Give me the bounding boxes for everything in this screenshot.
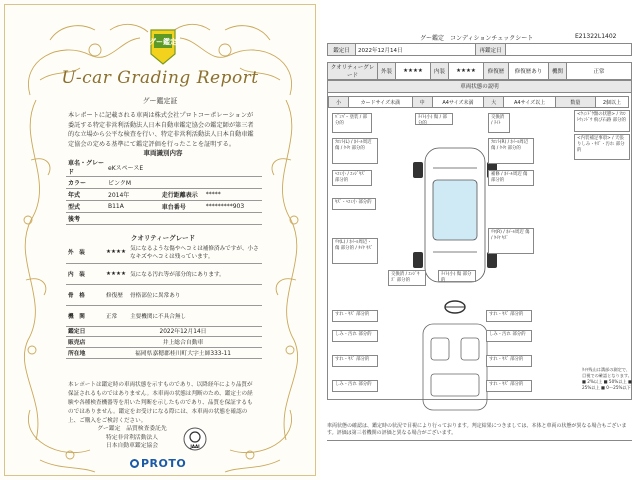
grade-row-value: ★★★★ xyxy=(104,242,128,263)
gold-ornament-right xyxy=(256,100,316,440)
shop-row-key: 販売店 xyxy=(66,336,104,347)
date-row-table xyxy=(327,43,632,56)
vehicle-row-key2: 車台番号 xyxy=(160,201,204,213)
shop-row-value: 福岡県嘉穂郡桂川町大字土師333-11 xyxy=(104,347,262,358)
comment-box: すれ・ｷｽﾞ 部分的 xyxy=(486,380,532,392)
date-label: 鑑定日 xyxy=(328,44,356,56)
svg-text:グー鑑定: グー鑑定 xyxy=(149,38,177,46)
tire-tread-note: ﾀｲﾔ残山は溝部の測定で、目視での確認となります。 ■ 2%以上 ■ 50%以上 ■ 25%以上 ■ 0～25%以下 xyxy=(582,367,632,390)
comment-box: ｷｽﾞ・ﾍｺﾐ小 部分的 xyxy=(332,198,376,210)
vehicle-row xyxy=(66,189,262,201)
vehicle-row-value2 xyxy=(204,213,262,225)
quality-row-table xyxy=(327,62,632,80)
comment-box: しみ・汚れ 部分的 xyxy=(486,330,532,342)
grade-row-key: 骨 格 xyxy=(66,284,104,305)
grade-row xyxy=(66,263,262,284)
sheet-title: グー鑑定 コンディションチェックシート xyxy=(420,35,534,42)
car-interior-diagram xyxy=(415,320,495,415)
q-ext-value: ★★★★ xyxy=(396,63,431,80)
shop-row xyxy=(66,336,262,347)
comment-box: ﾊﾞﾝﾊﾟｰ 塗装 / 部分的 xyxy=(332,113,372,133)
vehicle-row-key2 xyxy=(160,177,204,189)
shop-row xyxy=(66,347,262,358)
size-large-label: 大 xyxy=(484,97,504,108)
comment-box: ﾘﾔ(R) / ﾎｲｰﾙ周辺 傷 / ﾀｲﾔ ｷｽﾞ xyxy=(488,228,534,254)
grade-table xyxy=(66,242,262,327)
q-ext-label: 外装 xyxy=(378,63,396,80)
gold-ornament-left xyxy=(6,100,66,440)
vehicle-row-value: 2014年 xyxy=(106,189,160,201)
grade-section-heading: クオリティーグレード xyxy=(130,234,196,242)
grade-row xyxy=(66,242,262,263)
comment-box: ﾍｺﾐ小 / ｴｯｼﾞｷｽﾞ 部分的 xyxy=(332,170,372,186)
sign-line: 特定非営利活動法人 xyxy=(105,434,159,441)
grade-row-key: 外 装 xyxy=(66,242,104,263)
reinspect-value xyxy=(506,44,632,56)
steering-wheel-icon xyxy=(444,300,466,314)
count-value: 2個以上 xyxy=(595,97,628,108)
sign-line: 日本自動車鑑定協会 xyxy=(105,443,159,449)
comment-box: 補修 / ﾎｲｰﾙ周辺 傷 部分的 xyxy=(488,170,534,186)
vehicle-state-heading: 車両状態の説明 xyxy=(328,81,631,93)
vehicle-row-value2 xyxy=(204,177,262,189)
shop-row-key: 所在地 xyxy=(66,347,104,358)
size-mid-value: A4サイズ未満 xyxy=(432,97,484,108)
association-signature xyxy=(82,425,182,451)
comment-box: <内装補足事項> / 天張りしみ・ｷｽﾞ・汚れ 部分的 xyxy=(574,134,630,160)
shop-info-table xyxy=(66,325,262,359)
comment-box: ﾌﾛﾝﾄ(R) / ﾎｲｰﾙ周辺 傷 / ﾀｲﾔ 部分的 xyxy=(488,138,534,164)
grade-row-desc: 骨格部位に異常あり xyxy=(128,284,262,305)
sheet-footnote: 車両状態の確認は、鑑定時の状況で目視により行っております。判定結果につきましては、本体と車両の状態が異なる場合もございます。評価は第三者機関の評価と異なる場合がございます。 xyxy=(327,423,627,436)
grade-row-desc: 気になるような傷やヘコミは補修済みですが、小さなキズやヘコミは残っています。 xyxy=(128,242,262,263)
q-engine-label: 機関 xyxy=(549,63,567,80)
quality-label: クオリティーグレード xyxy=(328,63,378,80)
vehicle-row xyxy=(66,201,262,213)
vehicle-row-value: ピンクM xyxy=(106,177,160,189)
grade-row xyxy=(66,305,262,326)
vehicle-row-value: B11A xyxy=(106,201,160,213)
proto-logo xyxy=(130,457,186,470)
size-large-value: A4サイズ以上 xyxy=(504,97,556,108)
vehicle-row-value xyxy=(106,213,160,225)
report-intro-text: 本レポートに記載される車両は株式会社プロトコーポレーションが委託する特定非営利活動法人日本自動車鑑定協会の鑑定師が第三者的な立場から公平な検査を行い、特定非営利活動法人日本自動車鑑定協会の定める基準にて鑑定評価を行ったことを証明する。 xyxy=(68,112,254,148)
proto-mark-icon xyxy=(130,459,139,468)
vehicle-row-key2 xyxy=(160,158,204,177)
comment-box: 交換済 / ﾗｲﾄ xyxy=(488,113,510,133)
size-legend-table xyxy=(328,96,629,108)
shop-row-key: 鑑定日 xyxy=(66,325,104,336)
vehicle-row-value2 xyxy=(204,158,262,177)
vehicle-section-heading: 車両識別内容 xyxy=(143,149,183,157)
vehicle-row-key: 型式 xyxy=(66,201,106,213)
vehicle-row-value2: *********903 xyxy=(204,201,262,213)
size-small-label: 小 xyxy=(329,97,349,108)
vehicle-row xyxy=(66,158,262,177)
q-int-value: ★★★★ xyxy=(449,63,484,80)
grade-row-value: 修復歴 xyxy=(104,284,128,305)
count-label: 数量 xyxy=(555,97,595,108)
report-subtitle: グー鑑定証 xyxy=(142,97,178,105)
comment-box: ﾗｲﾄ(小) 傷 / 部分的 xyxy=(415,113,453,125)
comment-box: ﾌﾛﾝﾄ(L) / ﾎｲｰﾙ周辺 傷 / ﾀｲﾔ 部分的 xyxy=(332,138,378,164)
vehicle-row-key: 車名・グレード xyxy=(68,160,105,176)
comment-box: すれ・ｷｽﾞ 部分的 xyxy=(486,355,532,367)
q-repair-value: 修復歴あり xyxy=(509,63,549,80)
comment-box: しみ・汚れ 部分的 xyxy=(332,380,378,392)
vehicle-row-key: 年式 xyxy=(66,189,106,201)
size-mid-label: 中 xyxy=(412,97,432,108)
grade-row-key: 機 関 xyxy=(66,305,104,326)
vehicle-row-value: eKスペースE xyxy=(106,158,160,177)
sign-line: グー鑑定 品質検査委託先 xyxy=(97,426,167,432)
shop-row-value: 井上総合自動車 xyxy=(104,336,262,347)
sheet-bottom-band xyxy=(327,440,632,462)
proto-brand-text: PROTO xyxy=(141,457,187,470)
vehicle-row xyxy=(66,213,262,225)
svg-text:JAAI: JAAI xyxy=(190,444,200,449)
grade-row-key: 内 装 xyxy=(66,263,104,284)
q-int-label: 内装 xyxy=(431,63,449,80)
date-value: 2022年12月14日 xyxy=(356,44,476,56)
certificate-footer-text: 本レポートは鑑定時の車両状態を示すものであり、以降経年により品質が保証されるものではありません。本車両の状態は判断のため、鑑定士の経験や各種検査機器等を用いた判断を示したものであり、品質を保証するものではありません。鑑定をお受けになる際には、本車両の状態を確認の上、ご購入をご検討ください。 xyxy=(68,382,253,424)
comment-box: 交換済 / ｴｯｼﾞｷｽﾞ 部分的 xyxy=(388,270,426,286)
vehicle-info-table xyxy=(66,158,262,225)
comment-box: ﾗｲﾄ(小) 傷 部分的 xyxy=(438,270,476,282)
q-repair-label: 修復歴 xyxy=(484,63,509,80)
condition-check-sheet xyxy=(320,0,640,480)
vehicle-row-value2: ***** xyxy=(204,189,262,201)
shop-row xyxy=(66,325,262,336)
q-engine-value: 正常 xyxy=(567,63,632,80)
grade-row-value: 正常 xyxy=(104,305,128,326)
vehicle-row-key2: 走行距離表示 xyxy=(160,189,204,201)
goo-kantei-badge-icon xyxy=(148,28,178,66)
grade-row-value: ★★★★ xyxy=(104,263,128,284)
comment-box: しみ・汚れ 部分的 xyxy=(332,330,378,342)
vehicle-row xyxy=(66,177,262,189)
comment-box: すれ・ｷｽﾞ 部分的 xyxy=(332,355,378,367)
comment-box: <ｳｨﾝﾄﾞｳ類の状態> / ﾌﾛﾝﾄｳｨﾝﾄﾞｳ 飛び石跡 部分的 xyxy=(574,110,630,132)
report-script-title: U-car Grading Report xyxy=(61,68,259,88)
shop-row-value: 2022年12月14日 xyxy=(104,325,262,336)
size-small-value: カードサイズ未満 xyxy=(349,97,413,108)
vehicle-row-key2 xyxy=(160,213,204,225)
comment-box: ﾘﾔ(L) / ﾎｲｰﾙ周辺・傷 部分的 / ﾀｲﾔ ｷｽﾞ xyxy=(332,238,378,264)
reinspect-label: 再鑑定日 xyxy=(476,44,506,56)
grade-row-desc: 主要機関に不具合無し xyxy=(128,305,262,326)
comment-box: すれ・ｷｽﾞ 部分的 xyxy=(486,310,532,322)
grade-row xyxy=(66,284,262,305)
comment-box: すれ・ｷｽﾞ 部分的 xyxy=(332,310,378,322)
sheet-code: E21322L1402 xyxy=(575,33,617,40)
jaai-seal-icon xyxy=(180,426,210,456)
grade-row-desc: 気になる汚れ等が部分的にあります。 xyxy=(128,263,262,284)
vehicle-row-key: カラー xyxy=(66,177,106,189)
vehicle-row-key: 後考 xyxy=(66,213,106,225)
